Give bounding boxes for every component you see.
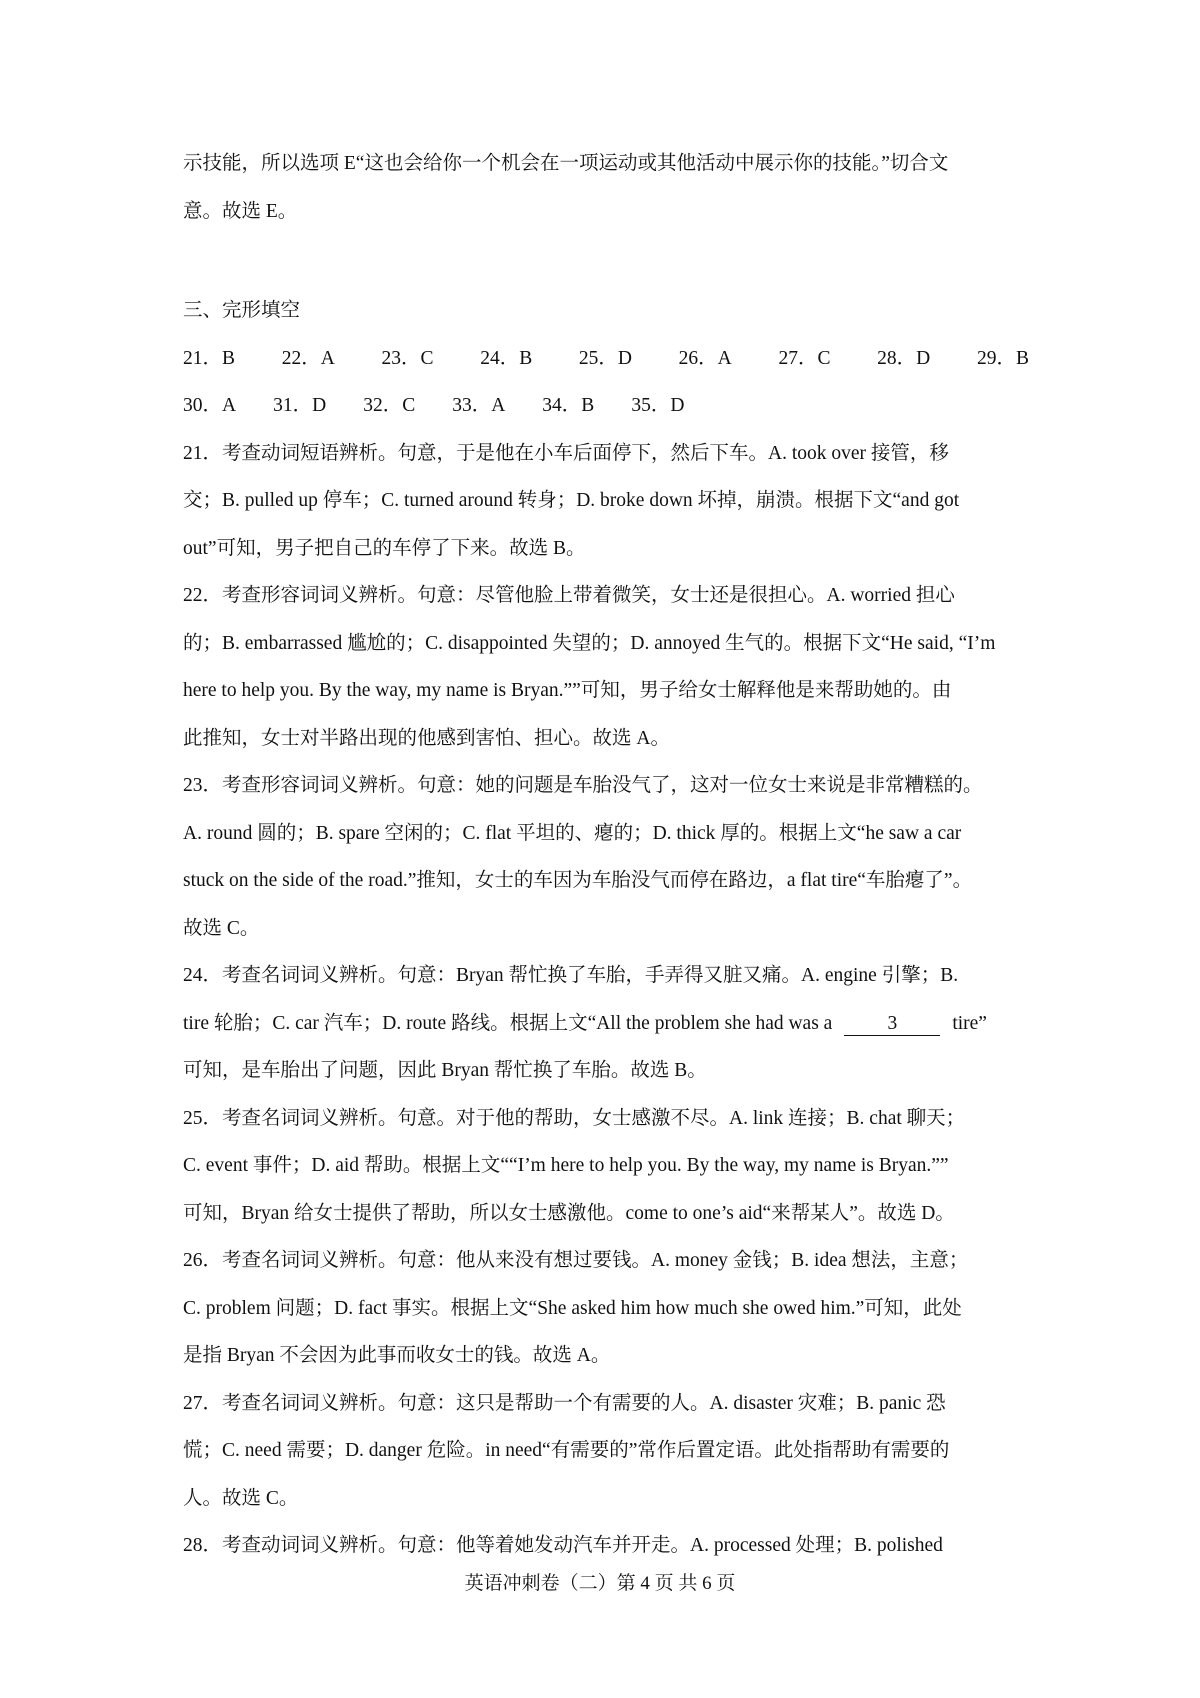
- answer-item: 29．B: [976, 347, 1029, 369]
- answer-item: 23．C: [381, 347, 434, 369]
- explanation-text: tire”: [952, 1012, 987, 1034]
- explanation-22: here to help you. By the way, my name is Bryan.””可知，男子给女士解释他是来帮助她的。由: [183, 680, 952, 701]
- answer-item: 27．C: [778, 347, 831, 369]
- fill-blank: 3: [844, 1013, 940, 1036]
- explanation-27: 慌；C. need 需要；D. danger 危险。in need“有需要的”常作后置定语。此处指帮助有需要的: [183, 1440, 950, 1461]
- explanation-25: C. event 事件；D. aid 帮助。根据上文““I’m here to help you. By the way, my name is Bryan.””: [183, 1155, 949, 1176]
- answer-key-row: [183, 335, 1029, 383]
- explanation-21: 交；B. pulled up 停车；C. turned around 转身；D. broke down 坏掉，崩溃。根据下文“and got: [183, 490, 960, 511]
- answer-key-row: [183, 382, 1029, 430]
- answer-item: 24．B: [480, 347, 533, 369]
- explanation-26: 是指 Bryan 不会因为此事而收女士的钱。故选 A。: [183, 1345, 611, 1366]
- explanation-21: 21．考查动词短语辨析。句意，于是他在小车后面停下，然后下车。A. took over 接管，移: [183, 442, 949, 464]
- explanation-24: 24．考查名词词义辨析。句意：Bryan 帮忙换了车胎，手弄得又脏又痛。A. engine 引擎；B.: [183, 965, 959, 986]
- intro-line: 示技能，所以选项 E“这也会给你一个机会在一项运动或其他活动中展示你的技能。”切合文: [183, 153, 949, 174]
- answer-item: 28．D: [877, 347, 931, 369]
- page-footer: 英语冲刺卷（二）第 4 页 共 6 页: [464, 1573, 736, 1594]
- answer-item: 34．B: [542, 395, 595, 416]
- explanation-text: tire 轮胎；C. car 汽车；D. route 路线。根据上文“All the problem she had was a: [183, 1012, 833, 1034]
- answer-item: 22．A: [281, 347, 335, 369]
- explanation-24: [183, 1000, 1029, 1048]
- explanation-23: 23．考查形容词词义辨析。句意：她的问题是车胎没气了，这对一位女士来说是非常糟糕的。: [183, 775, 983, 796]
- answer-item: 35．D: [631, 395, 685, 416]
- answer-item: 26．A: [678, 347, 732, 369]
- explanation-24: 可知，是车胎出了问题，因此 Bryan 帮忙换了车胎。故选 B。: [183, 1060, 707, 1081]
- explanation-25: 可知，Bryan 给女士提供了帮助，所以女士感激他。come to one’s aid“来帮某人”。故选 D。: [183, 1202, 955, 1224]
- explanation-23: A. round 圆的；B. spare 空闲的；C. flat 平坦的、瘪的；D. thick 厚的。根据上文“he saw a car: [183, 822, 962, 844]
- answer-item: 33．A: [452, 395, 506, 416]
- explanation-21: out”可知，男子把自己的车停了下来。故选 B。: [183, 537, 586, 559]
- answer-item: 30．A: [183, 395, 237, 416]
- explanation-23: stuck on the side of the road.”推知，女士的车因为车胎没气而停在路边，a flat tire“车胎瘪了”。: [183, 870, 973, 891]
- explanation-22: 22．考查形容词词义辨析。句意：尽管他脸上带着微笑，女士还是很担心。A. worried 担心: [183, 585, 955, 606]
- intro-line: 意。故选 E。: [183, 200, 298, 222]
- answer-item: 21．B: [183, 347, 236, 369]
- explanation-27: 人。故选 C。: [183, 1487, 299, 1509]
- explanation-22: 的；B. embarrassed 尴尬的；C. disappointed 失望的；D. annoyed 生气的。根据下文“He said, “I’m: [183, 632, 996, 654]
- answer-item: 31．D: [273, 395, 327, 416]
- answer-item: 25．D: [578, 347, 632, 369]
- explanation-25: 25．考查名词词义辨析。句意。对于他的帮助，女士感激不尽。A. link 连接；B. chat 聊天；: [183, 1107, 966, 1129]
- explanation-28: 28．考查动词词义辨析。句意：他等着她发动汽车并开走。A. processed 处理；B. polished: [183, 1535, 943, 1556]
- explanation-26: C. problem 问题；D. fact 事实。根据上文“She asked him how much she owed him.”可知，此处: [183, 1297, 962, 1319]
- explanation-27: 27．考查名词词义辨析。句意：这只是帮助一个有需要的人。A. disaster 灾难；B. panic 恐: [183, 1392, 946, 1414]
- explanation-26: 26．考查名词词义辨析。句意：他从来没有想过要钱。A. money 金钱；B. idea 想法，主意；: [183, 1250, 969, 1271]
- answer-item: 32．C: [363, 395, 416, 416]
- explanation-22: 此推知，女士对半路出现的他感到害怕、担心。故选 A。: [183, 727, 670, 749]
- section-title: 三、完形填空: [183, 300, 301, 321]
- document-body: [183, 140, 1029, 1570]
- explanation-23: 故选 C。: [183, 917, 260, 939]
